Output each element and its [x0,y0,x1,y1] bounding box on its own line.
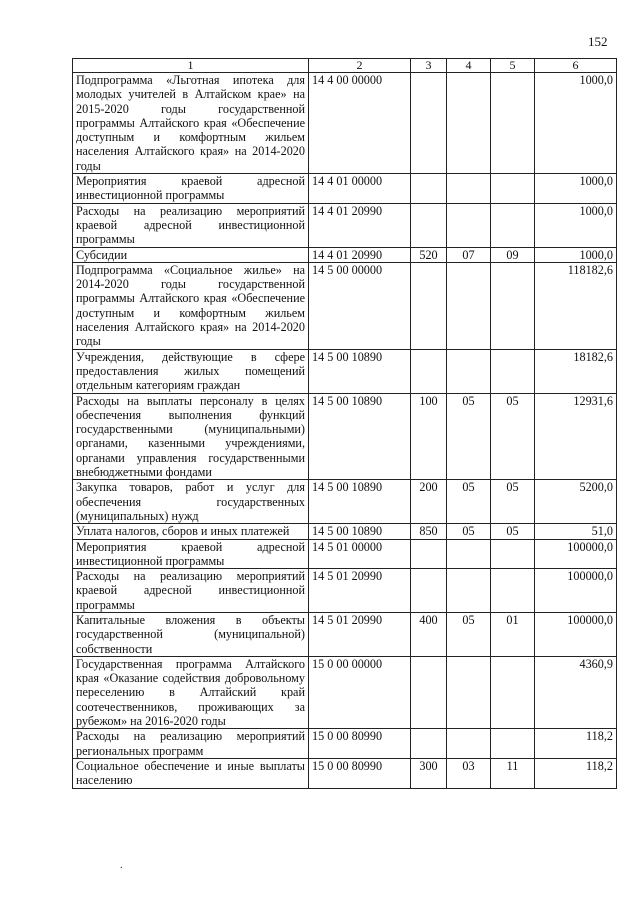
cell-code: 14 5 01 20990 [309,569,411,613]
cell-name: Субсидии [73,247,309,262]
cell-rz [447,174,491,204]
cell-amount: 12931,6 [535,393,617,480]
stray-mark: . [120,860,123,871]
cell-pr [491,656,535,728]
cell-name: Расходы на реализацию мероприятий региональных программ [73,729,309,759]
cell-vr [411,203,447,247]
table-row [73,203,617,247]
table-row [73,539,617,569]
cell-pr: 05 [491,480,535,524]
cell-name: Государственная программа Алтайского края «Оказание содействия добровольному переселению в Алтайский край соотечественников, проживающих за рубежом» на 2016-2020 годы [73,656,309,728]
cell-rz [447,569,491,613]
cell-pr [491,203,535,247]
table-row [73,393,617,480]
cell-code: 14 5 00 00000 [309,262,411,349]
column-header: 5 [491,59,535,73]
table-row [73,569,617,613]
cell-vr: 520 [411,247,447,262]
table-row [73,480,617,524]
cell-pr [491,729,535,759]
cell-name: Закупка товаров, работ и услуг для обеспечения государственных (муниципальных) нужд [73,480,309,524]
cell-pr: 09 [491,247,535,262]
column-header: 2 [309,59,411,73]
cell-vr [411,174,447,204]
budget-table [72,58,617,789]
cell-vr [411,539,447,569]
cell-name: Уплата налогов, сборов и иных платежей [73,524,309,539]
column-header: 6 [535,59,617,73]
cell-amount: 1000,0 [535,203,617,247]
cell-name: Мероприятия краевой адресной инвестиционной программы [73,539,309,569]
cell-amount: 118182,6 [535,262,617,349]
cell-code: 14 5 00 10890 [309,524,411,539]
cell-rz [447,729,491,759]
cell-amount: 1000,0 [535,73,617,174]
cell-code: 14 5 01 00000 [309,539,411,569]
cell-code: 14 4 01 00000 [309,174,411,204]
cell-code: 14 5 00 10890 [309,349,411,393]
cell-code: 14 4 00 00000 [309,73,411,174]
cell-code: 14 5 00 10890 [309,393,411,480]
cell-pr [491,349,535,393]
cell-rz: 03 [447,758,491,788]
cell-code: 15 0 00 80990 [309,729,411,759]
table-row [73,612,617,656]
cell-vr: 100 [411,393,447,480]
header-row [73,59,617,73]
cell-amount: 1000,0 [535,174,617,204]
cell-amount: 4360,9 [535,656,617,728]
table-row [73,758,617,788]
cell-rz [447,656,491,728]
cell-name: Мероприятия краевой адресной инвестиционной программы [73,174,309,204]
cell-amount: 100000,0 [535,612,617,656]
cell-pr: 01 [491,612,535,656]
cell-name: Расходы на реализацию мероприятий краевой адресной инвестиционной программы [73,203,309,247]
cell-code: 15 0 00 80990 [309,758,411,788]
cell-pr [491,73,535,174]
cell-amount: 100000,0 [535,539,617,569]
cell-vr: 850 [411,524,447,539]
cell-pr [491,174,535,204]
cell-amount: 51,0 [535,524,617,539]
cell-amount: 100000,0 [535,569,617,613]
table-row [73,262,617,349]
cell-pr [491,569,535,613]
cell-pr [491,262,535,349]
cell-amount: 118,2 [535,729,617,759]
table-row [73,729,617,759]
column-header: 4 [447,59,491,73]
cell-pr: 05 [491,393,535,480]
cell-code: 14 5 01 20990 [309,612,411,656]
column-header: 1 [73,59,309,73]
table-row [73,349,617,393]
table-row [73,656,617,728]
cell-vr [411,569,447,613]
table-row [73,174,617,204]
cell-pr: 05 [491,524,535,539]
cell-code: 14 4 01 20990 [309,203,411,247]
cell-code: 15 0 00 00000 [309,656,411,728]
cell-pr: 11 [491,758,535,788]
cell-rz: 05 [447,393,491,480]
cell-name: Подпрограмма «Социальное жилье» на 2014-2020 годы государственной программы Алтайского края «Обеспечение доступным и комфортным жильем населения Алтайского края» на 2014-2020 годы [73,262,309,349]
cell-vr [411,729,447,759]
cell-vr [411,73,447,174]
cell-vr: 400 [411,612,447,656]
cell-rz [447,539,491,569]
cell-rz [447,73,491,174]
cell-name: Расходы на выплаты персоналу в целях обеспечения выполнения функций государственными (муниципальными) органами, казенными учреждениями, органами управления государственными внебюджетными фондами [73,393,309,480]
cell-amount: 5200,0 [535,480,617,524]
page-number: 152 [588,34,608,49]
table-row [73,247,617,262]
cell-name: Капитальные вложения в объекты государственной (муниципальной) собственности [73,612,309,656]
cell-vr: 300 [411,758,447,788]
cell-code: 14 4 01 20990 [309,247,411,262]
cell-rz [447,262,491,349]
cell-pr [491,539,535,569]
cell-name: Расходы на реализацию мероприятий краевой адресной инвестиционной программы [73,569,309,613]
cell-vr [411,262,447,349]
cell-vr [411,656,447,728]
cell-name: Социальное обеспечение и иные выплаты населению [73,758,309,788]
cell-vr [411,349,447,393]
cell-rz: 05 [447,612,491,656]
column-header: 3 [411,59,447,73]
cell-rz [447,349,491,393]
cell-rz: 05 [447,524,491,539]
cell-amount: 118,2 [535,758,617,788]
cell-amount: 1000,0 [535,247,617,262]
cell-code: 14 5 00 10890 [309,480,411,524]
cell-rz: 05 [447,480,491,524]
cell-amount: 18182,6 [535,349,617,393]
cell-rz [447,203,491,247]
cell-rz: 07 [447,247,491,262]
table-row [73,524,617,539]
cell-name: Учреждения, действующие в сфере предоставления жилых помещений отдельным категориям граждан [73,349,309,393]
cell-vr: 200 [411,480,447,524]
table-row [73,73,617,174]
cell-name: Подпрограмма «Льготная ипотека для молодых учителей в Алтайском крае» на 2015-2020 годы государственной программы Алтайского края «Обеспечение доступным и комфортным жильем населения Алтайского края» на 2014-2020 годы [73,73,309,174]
